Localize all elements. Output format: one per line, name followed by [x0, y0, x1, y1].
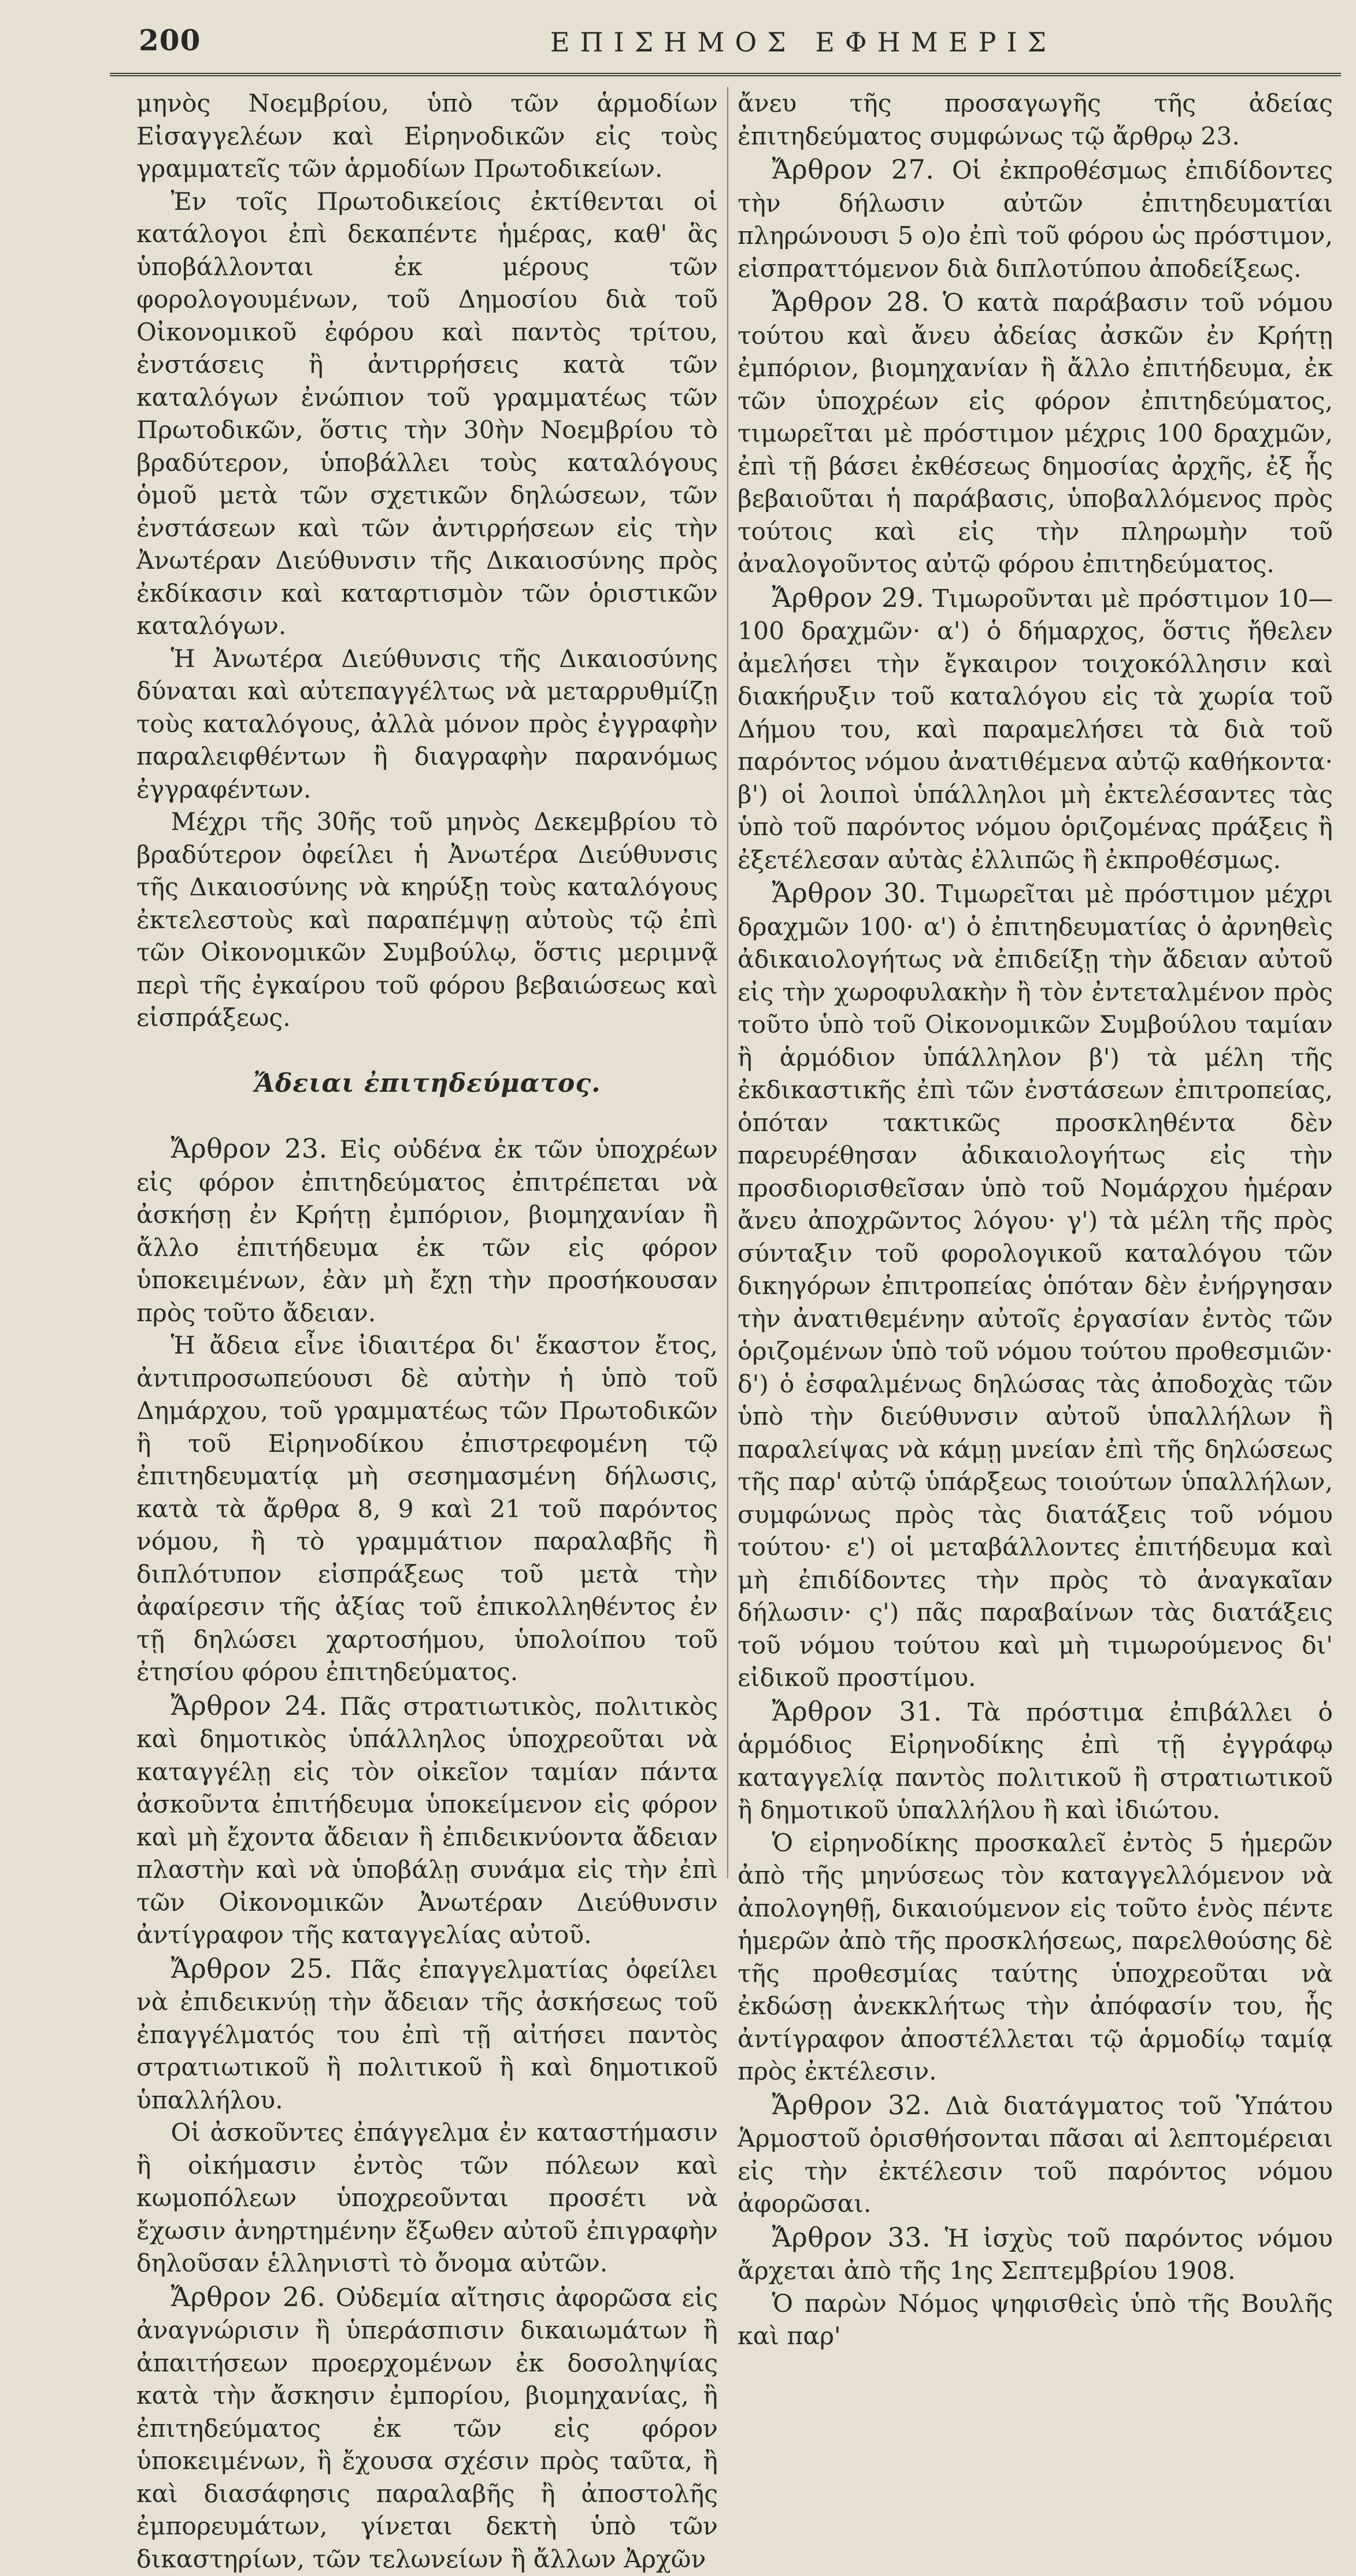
- article-label: Ἄρθρον 25.: [171, 1953, 333, 1984]
- article-label: Ἄρθρον 29.: [772, 582, 925, 613]
- article-28: [738, 286, 1333, 581]
- article-27: [738, 153, 1333, 286]
- article-label: Ἄρθρον 32.: [772, 2089, 931, 2121]
- article-text: Οἱ ἐκπροθέσμως ἐπιδίδοντες τὴν δήλωσιν αὐτῶν ἐπιτηδευματίαι πληρώνουσι 5 ο)ο ἐπὶ τοῦ φόρου ὡς πρόστιμον, εἰσπραττόμενον διὰ διπλοτύπου ἀποδείξεως.: [738, 157, 1333, 283]
- article-33: [738, 2221, 1333, 2288]
- paragraph: Οἱ ἀσκοῦντες ἐπάγγελμα ἐν καταστήμασιν ἢ οἰκήμασιν ἐντὸς τῶν πόλεων καὶ κωμοπόλεων ὑποχρεοῦνται προσέτι νὰ ἔχωσιν ἀνηρτημένην ἔξωθεν αὐτοῦ ἐπιγραφὴν δηλοῦσαν ἑλληνιστὶ τὸ ὄνομα αὐτῶν.: [136, 2117, 718, 2281]
- article-29: [738, 581, 1333, 877]
- article-text: Τὰ πρόστιμα ἐπιβάλλει ὁ ἁρμόδιος Εἰρηνοδίκης ἐπὶ τῇ ἐγγράφῳ καταγγελίᾳ παντὸς πολιτικοῦ ἢ στρατιωτικοῦ ἢ δημοτικοῦ ὑπαλλήλου ἢ καὶ ἰδιώτου.: [738, 1699, 1333, 1825]
- article-text: Τιμωρεῖται μὲ πρόστιμον μέχρι δραχμῶν 100· α') ὁ ἐπιτηδευματίας ὁ ἀρνηθεὶς ἀδικαιολογήτως νὰ ἐπιδείξῃ τὴν ἄδειαν αὐτοῦ εἰς τὴν χωροφυλακὴν ἢ τὸν ἐντεταλμένον πρὸς τοῦτο ὑπὸ τοῦ Οἰκονομικῶν Συμβούλου ταμίαν ἢ ἁρμόδιον ὑπάλληλον β') τὰ μέλη τῆς ἐκδικαστικῆς ἐπὶ τῶν ἐνστάσεων ἐπιτροπείας, ὁπόταν τακτικῶς προσκληθέντα δὲν παρευρέθησαν ἀδικαιολογήτως εἰς τὴν προσδιορισθεῖσαν ὑπὸ τοῦ Νομάρχου ἡμέραν ἄνευ ἀποχρῶντος λόγου· γ') τὰ μέλη τῆς πρὸς σύνταξιν τοῦ φορολογικοῦ καταλόγου τῶν δικηγόρων ἐπιτροπείας ὁπόταν δὲν ἐνήργησαν τὴν ἀνατιθεμένην αὐτοῖς ἐργασίαν ἐντὸς τῶν ὁριζομένων ὑπὸ τοῦ νόμου τούτου προθεσμιῶν· δ') ὁ ἐσφαλμένως δηλώσας τὰς ἀποδοχὰς τῶν ὑπὸ τὴν διεύθυνσιν αὐτοῦ ὑπαλλήλων ἢ παραλείψας νὰ κάμῃ μνείαν ἐπὶ τῆς δηλώσεως τῆς παρ' αὐτῷ ὑπάρξεως τοιούτων ὑπαλλήλων, συμφώνως πρὸς τὰς διατάξεις τοῦ νόμου τούτου· ε') οἱ μεταβάλλοντες ἐπιτήδευμα καὶ μὴ ἐπιδίδοντες τὴν πρὸς τὸ ἀναγκαῖαν δήλωσιν· ς') πᾶς παραβαίνων τὰς διατάξεις τοῦ νόμου τούτου καὶ μὴ τιμωρούμενος δι' εἰδικοῦ προστίμου.: [738, 880, 1333, 1692]
- article-24: [136, 1689, 718, 1952]
- article-label: Ἄρθρον 23.: [171, 1133, 328, 1164]
- article-text: Εἰς οὐδένα ἐκ τῶν ὑποχρέων εἰς φόρον ἐπιτηδεύματος ἐπιτρέπεται νὰ ἀσκήσῃ ἐν Κρήτῃ ἐμπόριον, βιομηχανίαν ἢ ἄλλο ἐπιτήδευμα ἐκ τῶν εἰς φόρον ὑποκειμένων, ἐὰν μὴ ἔχῃ τὴν προσήκουσαν πρὸς τοῦτο ἄδειαν.: [136, 1136, 718, 1328]
- paragraph: Ἡ ἄδεια εἶνε ἰδιαιτέρα δι' ἕκαστον ἔτος, ἀντιπροσωπεύουσι δὲ αὐτὴν ἡ ὑπὸ τοῦ Δημάρχου, τοῦ γραμματέως τῶν Πρωτοδικῶν ἢ τοῦ Εἰρηνοδίκου ἐπιστρεφομένη τῷ ἐπιτηδευματίᾳ μὴ σεσημασμένη δήλωσις, κατὰ τὰ ἄρθρα 8, 9 καὶ 21 τοῦ παρόντος νόμου, ἢ τὸ γραμμάτιον παραλαβῆς ἢ διπλότυπον εἰσπράξεως τοῦ μετὰ τὴν ἀφαίρεσιν τῆς ἀξίας τοῦ ἐπικολληθέντος ἐν τῇ δηλώσει χαρτοσήμου, ὑπολοίπου τοῦ ἐτησίου φόρου ἐπιτηδεύματος.: [136, 1330, 718, 1689]
- article-label: Ἄρθρον 28.: [772, 286, 930, 317]
- article-32: [738, 2089, 1333, 2221]
- article-text: Πᾶς ἐπαγγελματίας ὀφείλει νὰ ἐπιδεικνύῃ τὴν ἄδειαν τῆς ἀσκήσεως τοῦ ἐπαγγέλματός του ἐπὶ τῇ αἰτήσει παντὸς στρατιωτικοῦ ἢ πολιτικοῦ ἢ καὶ δημοτικοῦ ὑπαλλήλου.: [136, 1956, 718, 2115]
- article-label: Ἄρθρον 27.: [772, 154, 935, 185]
- right-column: [738, 88, 1333, 2353]
- page-number: 200: [139, 23, 201, 57]
- section-heading: Ἄδειαι ἐπιτηδεύματος.: [136, 1068, 718, 1100]
- paragraph: Μέχρι τῆς 30ῆς τοῦ μηνὸς Δεκεμβρίου τὸ βραδύτερον ὀφείλει ἡ Ἀνωτέρα Διεύθυνσις τῆς Δικαιοσύνης νὰ κηρύξῃ τοὺς καταλόγους ἐκτελεστοὺς καὶ παραπέμψῃ αὐτοὺς τῷ ἐπὶ τῶν Οἰκονομικῶν Συμβούλῳ, ὅστις μεριμνᾷ περὶ τῆς ἐγκαίρου τοῦ φόρου βεβαιώσεως καὶ εἰσπράξεως.: [136, 806, 718, 1035]
- paragraph: ἄνευ τῆς προσαγωγῆς τῆς ἀδείας ἐπιτηδεύματος συμφώνως τῷ ἄρθρῳ 23.: [738, 88, 1333, 153]
- left-column: [136, 88, 718, 2576]
- article-23: [136, 1132, 718, 1330]
- article-label: Ἄρθρον 31.: [772, 1696, 943, 1727]
- article-text: Τιμωροῦνται μὲ πρόστιμον 10—100 δραχμῶν· α') ὁ δήμαρχος, ὅστις ἤθελεν ἀμελήσει τὴν ἔγκαιρον τοιχοκόλλησιν καὶ διακήρυξιν τοῦ καταλόγου εἰς τὰ χωρία τοῦ Δήμου του, καὶ παραμελήσει τὰ διὰ τοῦ παρόντος νόμου ἀνατιθέμενα αὐτῷ καθήκοντα· β') οἱ λοιποὶ ὑπάλληλοι μὴ ἐκτελέσαντες τὰς ὑπὸ τοῦ παρόντος νόμου ὁριζομένας πράξεις ἢ ἐξετέλεσαν αὐτὰς ἐλλιπῶς ἢ ἐκπροθέσμως.: [738, 585, 1333, 874]
- article-label: Ἄρθρον 24.: [171, 1690, 328, 1721]
- article-label: Ἄρθρον 26.: [171, 2281, 326, 2312]
- page-header: [139, 23, 1329, 69]
- article-25: [136, 1952, 718, 2118]
- article-label: Ἄρθρον 30.: [772, 877, 927, 909]
- paragraph: Ὁ παρὼν Νόμος ψηφισθεὶς ὑπὸ τῆς Βουλῆς καὶ παρ': [738, 2288, 1333, 2353]
- running-head-title: ΕΠΙΣΗΜΟΣ ΕΦΗΜΕΡΙΣ: [457, 27, 1150, 58]
- column-divider: [727, 87, 728, 1878]
- paragraph: Ἡ Ἀνωτέρα Διεύθυνσις τῆς Δικαιοσύνης δύναται καὶ αὐτεπαγγέλτως νὰ μεταρρυθμίζῃ τοὺς καταλόγους, ἀλλὰ μόνον πρὸς ἐγγραφὴν παραλειφθέντων ἢ διαγραφὴν παρανόμως ἐγγραφέντων.: [136, 643, 718, 807]
- article-label: Ἄρθρον 33.: [772, 2222, 931, 2253]
- article-30: [738, 877, 1333, 1695]
- article-26: [136, 2281, 718, 2576]
- article-text: Πᾶς στρατιωτικὸς, πολιτικὸς καὶ δημοτικὸς ὑπάλληλος ὑποχρεοῦται νὰ καταγγέλῃ εἰς τὸν οἰκεῖον ταμίαν πάντα ἀσκοῦντα ἐπιτήδευμα ὑποκείμενον εἰς φόρον καὶ μὴ ἔχοντα ἄδειαν ἢ ἐπιδεικνύοντα ἄδειαν πλαστὴν καὶ νὰ ὑποβάλῃ συνάμα εἰς τὴν ἐπὶ τῶν Οἰκονομικῶν Ἀνωτέραν Διεύθυνσιν ἀντίγραφον τῆς καταγγελίας αὐτοῦ.: [136, 1693, 718, 1950]
- header-rule: [110, 73, 1341, 76]
- paragraph: μηνὸς Νοεμβρίου, ὑπὸ τῶν ἁρμοδίων Εἰσαγγελέων καὶ Εἰρηνοδικῶν εἰς τοὺς γραμματεῖς τῶν ἁρμοδίων Πρωτοδικείων.: [136, 88, 718, 186]
- article-text: Οὐδεμία αἴτησις ἀφορῶσα εἰς ἀναγνώρισιν ἢ ὑπεράσπισιν δικαιωμάτων ἢ ἀπαιτήσεων προερχομένων ἐκ δοσοληψίας κατὰ τὴν ἄσκησιν ἐμπορίου, βιομηχανίας, ἢ ἐπιτηδεύματος ἐκ τῶν εἰς φόρον ὑποκειμένων, ἢ ἔχουσα σχέσιν πρὸς ταῦτα, ἢ καὶ διασάφησις παραλαβῆς ἢ ἀποστολῆς ἐμπορευμάτων, γίνεται δεκτὴ ὑπὸ τῶν δικαστηρίων, τῶν τελωνείων ἢ ἄλλων Ἀρχῶν: [136, 2284, 718, 2574]
- article-31: [738, 1695, 1333, 1828]
- paragraph: Ἐν τοῖς Πρωτοδικείοις ἐκτίθενται οἱ κατάλογοι ἐπὶ δεκαπέντε ἡμέρας, καθ' ἃς ὑποβάλλονται ἐκ μέρους τῶν φορολογουμένων, τοῦ Δημοσίου διὰ τοῦ Οἰκονομικοῦ ἐφόρου καὶ παντὸς τρίτου, ἐνστάσεις ἢ ἀντιρρήσεις κατὰ τῶν καταλόγων ἐνώπιον τοῦ γραμματέως τῶν Πρωτοδικῶν, ὅστις τὴν 30ὴν Νοεμβρίου τὸ βραδύτερον, ὑποβάλλει τοὺς καταλόγους ὁμοῦ μετὰ τῶν σχετικῶν δηλώσεων, τῶν ἐνστάσεων καὶ τῶν ἀντιρρήσεων εἰς τὴν Ἀνωτέραν Διεύθυνσιν τῆς Δικαιοσύνης πρὸς ἐκδίκασιν καὶ καταρτισμὸν τῶν ὁριστικῶν καταλόγων.: [136, 186, 718, 643]
- paragraph: Ὁ εἰρηνοδίκης προσκαλεῖ ἐντὸς 5 ἡμερῶν ἀπὸ τῆς μηνύσεως τὸν καταγγελλόμενον νὰ ἀπολογηθῇ, δικαιούμενον εἰς τοῦτο ἑνὸς πέντε ἡμερῶν ἀπὸ τῆς προσκλήσεως, παρελθούσης δὲ τῆς προθεσμίας ταύτης ὑποχρεοῦται νὰ ἐκδώσῃ ἀνεκκλήτως τὴν ἀπόφασίν του, ἧς ἀντίγραφον ἀποστέλλεται τῷ ἁρμοδίῳ ταμίᾳ πρὸς ἐκτέλεσιν.: [738, 1828, 1333, 2089]
- article-text: Ἡ ἰσχὺς τοῦ παρόντος νόμου ἄρχεται ἀπὸ τῆς 1ης Σεπτεμβρίου 1908.: [738, 2225, 1333, 2286]
- article-text: Ὁ κατὰ παράβασιν τοῦ νόμου τούτου καὶ ἄνευ ἀδείας ἀσκῶν ἐν Κρήτῃ ἐμπόριον, βιομηχανίαν ἢ ἄλλο ἐπιτήδευμα, ἐκ τῶν ὑποχρέων εἰς φόρον ἐπιτηδεύματος, τιμωρεῖται μὲ πρόστιμον μέχρις 100 δραχμῶν, ἐπὶ τῇ βάσει ἐκθέσεως δημοσίας ἀρχῆς, ἐξ ἧς βεβαιοῦται ἡ παράβασις, ὑποβαλλόμενος πρὸς τούτοις καὶ εἰς τὴν πληρωμὴν τοῦ ἀναλογοῦντος αὐτῷ φόρου ἐπιτηδεύματος.: [738, 289, 1333, 579]
- article-text: Διὰ διατάγματος τοῦ Ὑπάτου Ἁρμοστοῦ ὁρισθήσονται πᾶσαι αἱ λεπτομέρειαι εἰς τὴν ἐκτέλεσιν τοῦ παρόντος νόμου ἀφορῶσαι.: [738, 2092, 1333, 2219]
